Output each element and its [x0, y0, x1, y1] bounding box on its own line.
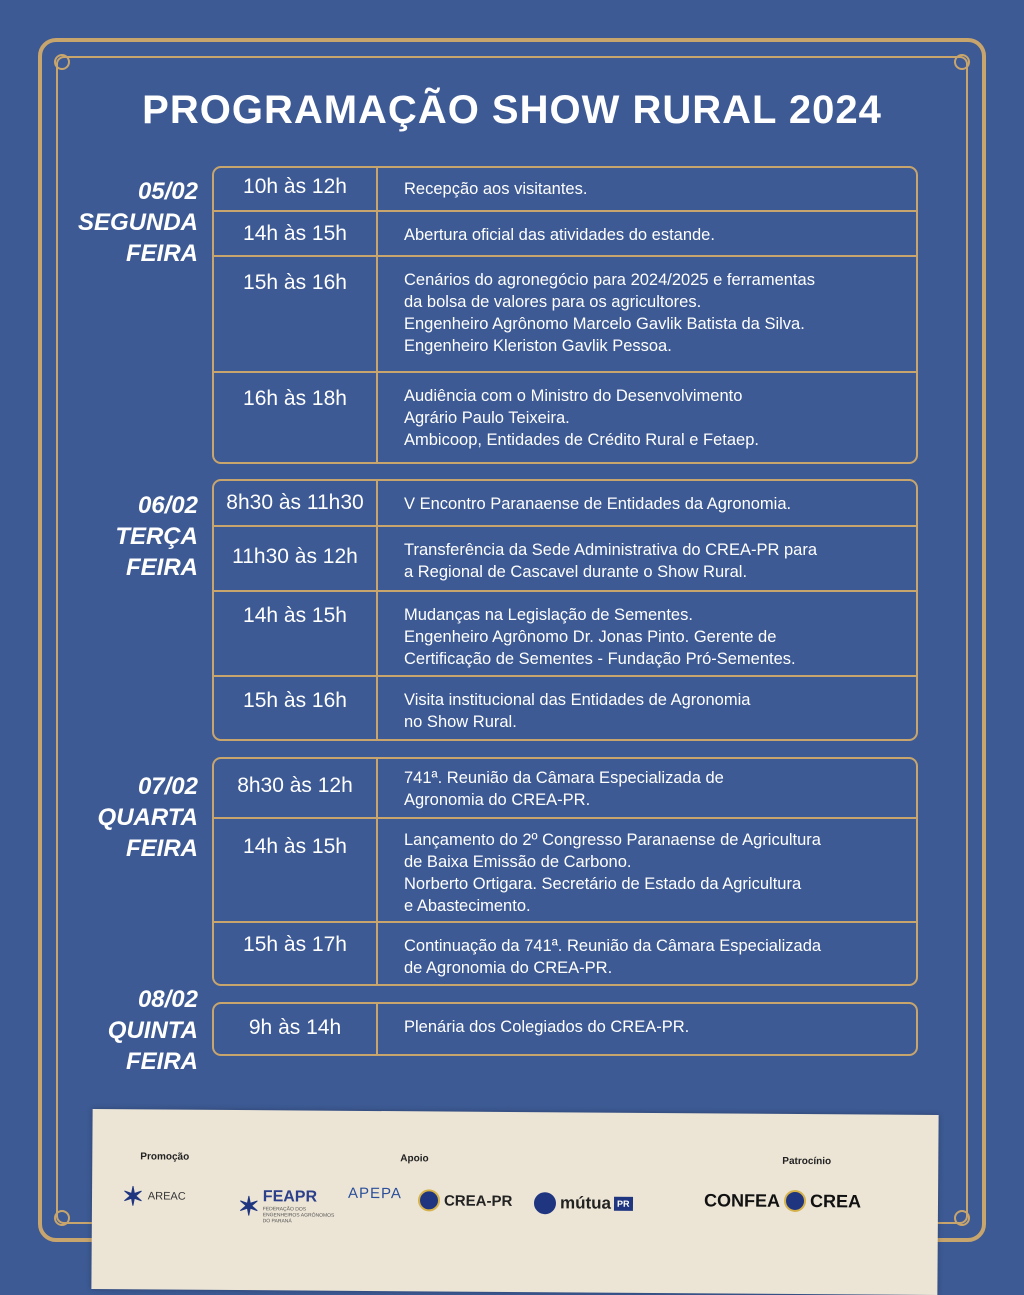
- day-date: 05/02: [137, 178, 198, 205]
- corner-ornament-icon: [54, 54, 70, 70]
- day-label-0602: [115, 490, 198, 583]
- schedule-row: [214, 923, 916, 986]
- row-time: 8h30 às 12h: [214, 759, 378, 817]
- confea-seal-icon: [784, 1190, 806, 1212]
- row-time: 16h às 18h: [214, 373, 378, 462]
- confea-crea-logo: [704, 1189, 861, 1212]
- schedule-row: [214, 592, 916, 677]
- crea-pr-logo-text: CREA-PR: [443, 1192, 513, 1210]
- crea-seal-icon: [418, 1189, 440, 1211]
- schedule-box-0502: [212, 166, 918, 464]
- feapr-logo: [238, 1188, 343, 1225]
- row-description: Plenária dos Colegiados do CREA-PR.: [404, 1018, 690, 1036]
- star-icon: ✶: [121, 1181, 144, 1212]
- row-time: 14h às 15h: [214, 212, 378, 255]
- patrocinio-label: Patrocínio: [782, 1155, 832, 1168]
- row-time: 9h às 14h: [214, 1004, 378, 1054]
- day-weekday: FEIRA: [126, 240, 198, 267]
- day-date: 08/02: [137, 986, 198, 1013]
- day-weekday: TERÇA: [115, 523, 198, 550]
- row-description: 741ª. Reunião da Câmara Especializada de Agronomia do CREA-PR.: [404, 769, 724, 809]
- schedule-row: [214, 677, 916, 739]
- day-label-0802: [108, 984, 198, 1077]
- star-icon: ✶: [237, 1191, 260, 1222]
- mutua-globe-icon: [534, 1192, 556, 1214]
- row-description: Visita institucional das Entidades de Agronomia no Show Rural.: [404, 691, 751, 731]
- schedule-row: [214, 257, 916, 373]
- row-time: 8h30 às 11h30: [214, 481, 378, 525]
- schedule-row: [214, 759, 916, 819]
- areac-logo-text: AREAC: [147, 1190, 186, 1203]
- row-description: Lançamento do 2º Congresso Paranaense de Agricultura de Baixa Emissão de Carbono. Norberto Ortigara. Secretário de Estado da Agricultura e Abastecimento.: [404, 831, 821, 915]
- day-date: 06/02: [137, 492, 198, 519]
- row-description: Cenários do agronegócio para 2024/2025 e ferramentas da bolsa de valores para os agricultores. Engenheiro Agrônomo Marcelo Gavlik Batista da Silva. Engenheiro Kleriston Gavlik Pessoa.: [404, 271, 815, 355]
- row-time: 15h às 16h: [214, 677, 378, 739]
- corner-ornament-icon: [954, 1210, 970, 1226]
- crea-logo-text: CREA: [809, 1190, 862, 1211]
- row-time: 11h30 às 12h: [214, 527, 378, 590]
- schedule-row: [214, 481, 916, 527]
- areac-logo: [121, 1181, 186, 1212]
- sponsors-footer: [91, 1109, 938, 1295]
- corner-ornament-icon: [954, 54, 970, 70]
- day-weekday: QUINTA: [107, 1017, 198, 1044]
- row-time: 14h às 15h: [214, 819, 378, 921]
- schedule-box-0602: [212, 479, 918, 741]
- feapr-logo-text: FEAPR: [262, 1188, 318, 1206]
- row-description: Transferência da Sede Administrativa do CREA-PR para a Regional de Cascavel durante o Show Rural.: [404, 541, 817, 581]
- schedule-row: [214, 819, 916, 923]
- schedule-row: [214, 1004, 916, 1054]
- mutua-logo: [534, 1192, 633, 1215]
- apepa-logo: [348, 1185, 402, 1202]
- mutua-logo-text: mútua: [559, 1193, 612, 1213]
- mutua-pr-tag: PR: [614, 1197, 633, 1211]
- row-description: Mudanças na Legislação de Sementes. Engenheiro Agrônomo Dr. Jonas Pinto. Gerente de Certificação de Sementes - Fundação Pró-Sementes.: [404, 606, 796, 668]
- day-date: 07/02: [137, 773, 198, 800]
- row-description: Recepção aos visitantes.: [404, 180, 588, 198]
- schedule-box-0702: [212, 757, 918, 986]
- schedule-row: [214, 168, 916, 212]
- day-label-0702: [98, 771, 198, 864]
- corner-ornament-icon: [54, 1210, 70, 1226]
- day-weekday: FEIRA: [126, 1048, 198, 1075]
- confea-logo-text: CONFEA: [703, 1189, 781, 1211]
- row-time: 14h às 15h: [214, 592, 378, 675]
- apoio-label: Apoio: [400, 1153, 429, 1165]
- feapr-logo-subtitle: FEDERAÇÃO DOS ENGENHEIROS AGRÔNOMOS DO PARANÁ: [262, 1206, 335, 1225]
- row-description: Continuação da 741ª. Reunião da Câmara Especializada de Agronomia do CREA-PR.: [404, 937, 822, 977]
- day-weekday: FEIRA: [126, 835, 198, 862]
- day-weekday: QUARTA: [97, 804, 198, 831]
- apepa-logo-text: APEPA: [347, 1184, 403, 1203]
- row-time: 15h às 17h: [214, 923, 378, 986]
- schedule-row: [214, 373, 916, 462]
- schedule-row: [214, 212, 916, 257]
- crea-pr-logo: [418, 1189, 512, 1212]
- day-weekday: FEIRA: [126, 554, 198, 581]
- promocao-label: Promoção: [140, 1151, 190, 1163]
- day-label-0502: [78, 176, 198, 269]
- row-description: V Encontro Paranaense de Entidades da Agronomia.: [404, 495, 792, 513]
- row-time: 10h às 12h: [214, 168, 378, 210]
- row-time: 15h às 16h: [214, 257, 378, 371]
- page-title: PROGRAMAÇÃO SHOW RURAL 2024: [142, 88, 882, 132]
- schedule-box-0802: [212, 1002, 918, 1056]
- day-weekday: SEGUNDA: [77, 209, 198, 236]
- row-description: Audiência com o Ministro do Desenvolvimento Agrário Paulo Teixeira. Ambicoop, Entidades de Crédito Rural e Fetaep.: [404, 387, 759, 449]
- row-description: Abertura oficial das atividades do estande.: [404, 226, 715, 244]
- schedule-row: [214, 527, 916, 592]
